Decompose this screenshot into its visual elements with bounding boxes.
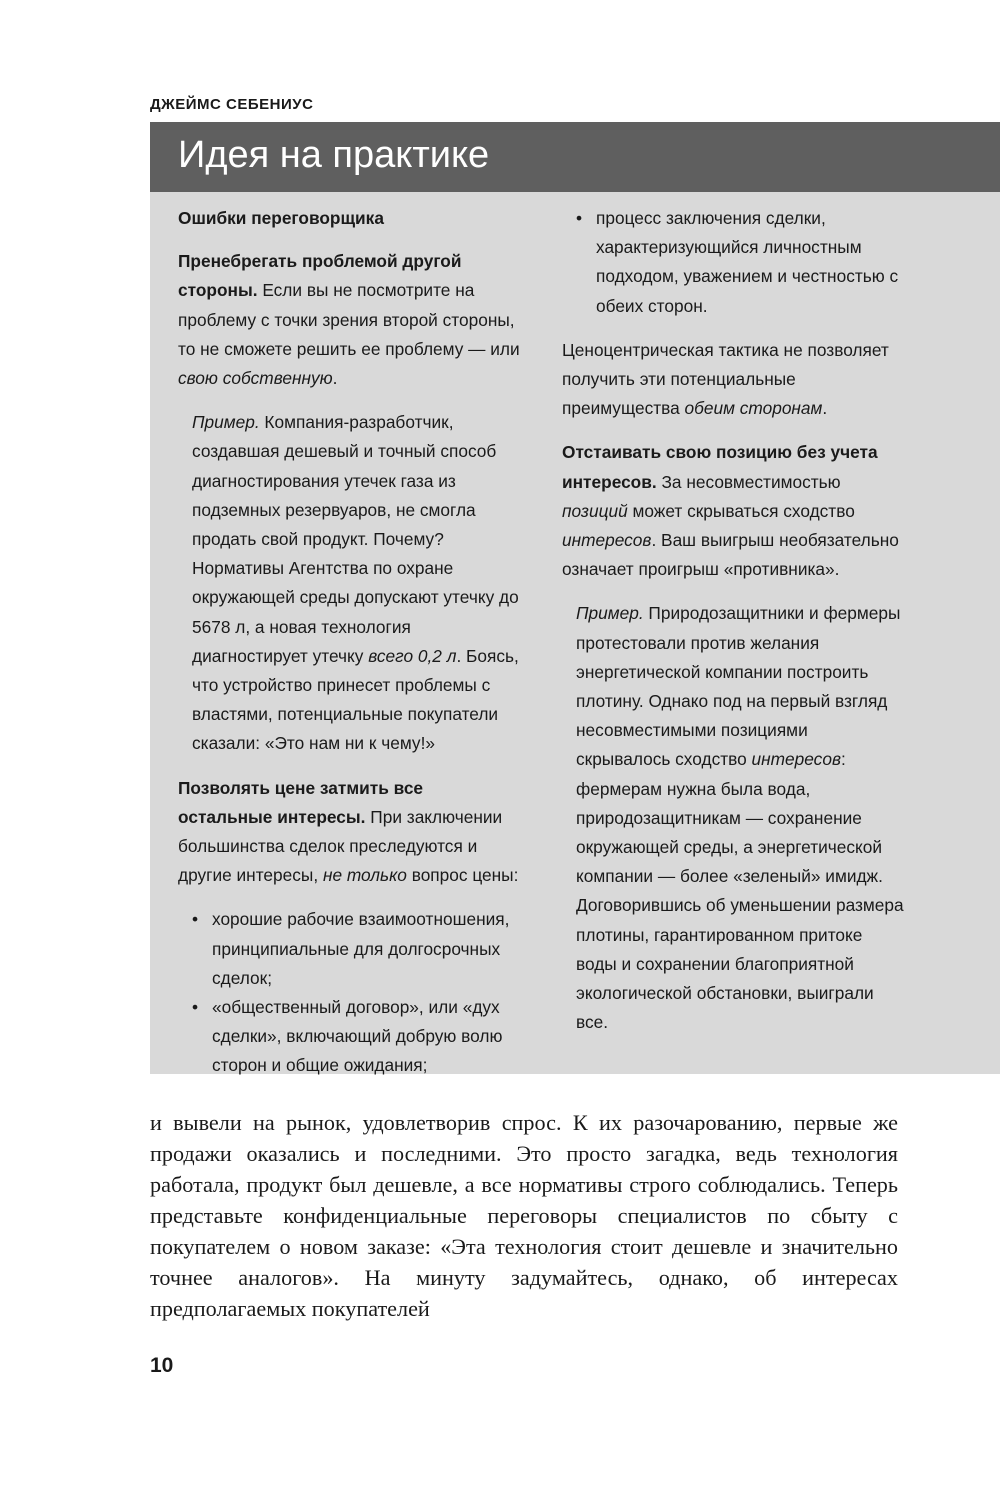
mistake-paragraph-1: [178, 247, 520, 393]
mistake-text-3c: . Ваш выигрыш необязательно означает проигрыш «противника».: [562, 530, 899, 580]
example-text-2a: Природозащитники и фермеры протестовали против желания энергетической компании построить плотину. Однако под на первый взгляд несовместимыми позициями скрывалось сходство: [576, 603, 901, 770]
body-paragraph: и вывели на рынок, удовлетворив спрос. К их разочарованию, первые же продажи оказались и последними. Это просто загадка, ведь технология работала, продукт был дешевле, а все нормативы строго соблюдались. Теперь представьте конфиденциальные переговоры специалистов по сбыту с покупателем о новом заказе: «Эта технология стоит дешевле и значительно точнее аналогов». На минуту задумайтесь, однако, об интересах предполагаемых покупателей: [150, 1110, 898, 1321]
running-head: ДЖЕЙМС СЕБЕНИУС: [150, 96, 314, 113]
sidebar-heading: Ошибки переговорщика: [178, 208, 384, 228]
mistake-text-2-end: вопрос цены:: [406, 865, 519, 886]
mistake-title-2: Позволять цене затмить все остальные интересы.: [178, 777, 424, 827]
bullet-text: «общественный договор», или «дух сделки», включающий добрую волю сторон и общие ожидания;: [212, 997, 503, 1076]
mistake-text-1: Если вы не посмотрите на проблему с точки зрения второй стороны, то не сможете решить ее проблему — или: [178, 280, 520, 359]
sidebar-right-column: [562, 204, 904, 1052]
sidebar-title: Идея на практике: [178, 134, 490, 176]
mistake-text-1-end: .: [332, 368, 338, 389]
interest-bullet-list-continued: [562, 204, 904, 321]
mistake-text-3a: За несовместимостью: [656, 471, 841, 492]
bullet-item: [178, 993, 520, 1081]
mistake-title-1: Пренебрегать проблемой другой стороны.: [178, 251, 462, 301]
example-text-1a: Компания-разработчик, создавшая дешевый и точный способ диагностирования утечек газа из подземных резервуаров, не смогла продать свой продукт. Почему? Нормативы Агентства по охране окружающей среды допускают утечку до 5678 л, а новая технология диагностирует утечку: [192, 412, 519, 666]
example-label-1: Пример.: [192, 412, 260, 433]
example-text-1b: . Боясь, что устройство принесет проблемы с властями, потенциальные покупатели сказали: «Это нам ни к чему!»: [192, 645, 519, 754]
price-tactic-end: .: [822, 398, 828, 419]
bullet-icon: •: [576, 208, 583, 228]
bullet-icon: •: [192, 997, 199, 1018]
body-text: [150, 1107, 898, 1324]
bullet-text: процесс заключения сделки, характеризующийся личностным подходом, уважением и честностью с обеих сторон.: [596, 208, 899, 316]
bullet-item: [178, 905, 520, 993]
price-tactic-paragraph: [562, 336, 904, 424]
mistake-paragraph-3: [562, 438, 904, 584]
bullet-item: [562, 204, 904, 321]
example-emphasis-1: всего 0,2 л: [368, 645, 457, 666]
interest-bullet-list: [178, 905, 520, 1080]
mistake-text-3b: может скрываться сходство: [627, 500, 855, 521]
bullet-text: хорошие рабочие взаимоотношения, принципиальные для долгосрочных сделок;: [212, 909, 510, 988]
mistake-emphasis-3b: интересов: [562, 530, 652, 551]
mistake-text-2: При заключении большинства сделок преследуются и другие интересы,: [178, 806, 503, 886]
sidebar-left-column: [178, 204, 520, 1096]
example-emphasis-2: интересов: [751, 749, 841, 770]
mistake-emphasis-1: свою собственную: [178, 368, 333, 389]
mistake-emphasis-2: не только: [322, 865, 407, 886]
sidebar-title-bar: [150, 122, 1000, 192]
mistake-emphasis-3a: позиций: [562, 500, 628, 521]
example-paragraph-2: [562, 599, 904, 1037]
example-text-2b: : фермерам нужна была вода, природозащитникам — сохранение окружающей среды, а энергетической компании — более «зеленый» имидж. Договорившись об уменьшении размера плотины, гарантированном притоке воды и сохранении благоприятной экологической обстановки, выиграли все.: [576, 749, 904, 1033]
page-number: 10: [150, 1354, 174, 1377]
mistake-title-3: Отстаивать свою позицию без учета интересов.: [562, 442, 878, 492]
price-tactic-text: Ценоцентрическая тактика не позволяет получить эти потенциальные преимущества: [562, 339, 889, 419]
price-tactic-emphasis: обеим сторонам: [684, 398, 823, 419]
example-label-2: Пример.: [576, 603, 644, 624]
bullet-icon: •: [192, 909, 199, 930]
mistake-paragraph-2: [178, 774, 520, 891]
example-paragraph-1: [178, 408, 520, 758]
sidebar-box: [150, 192, 1000, 1074]
